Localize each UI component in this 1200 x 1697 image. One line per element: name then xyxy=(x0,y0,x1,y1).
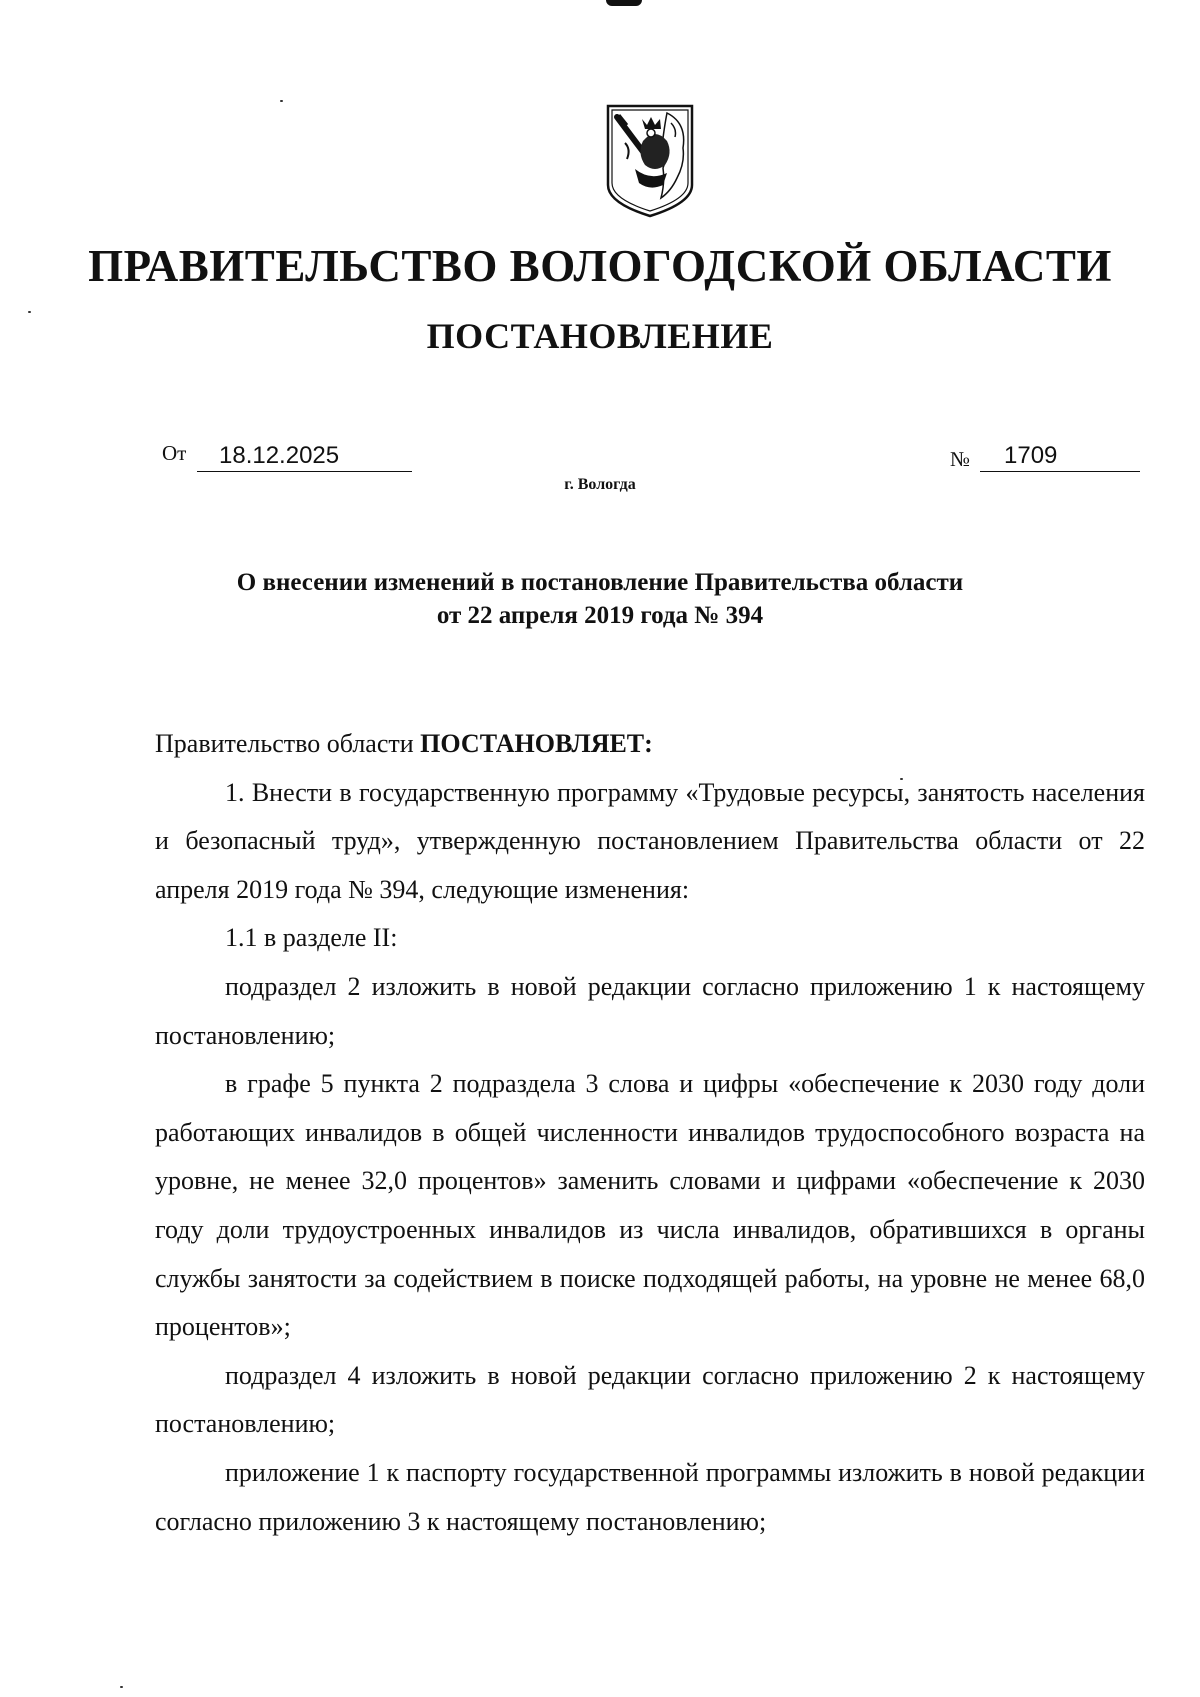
preamble-text: Правительство области xyxy=(155,729,421,758)
preamble xyxy=(155,720,1145,769)
document-body xyxy=(155,720,1145,1546)
document-date: 18.12.2025 xyxy=(197,441,412,472)
document-number: 1709 xyxy=(980,441,1140,472)
body-paragraph: в графе 5 пункта 2 подраздела 3 слова и цифры «обеспечение к 2030 году доли работающих инвалидов в общей численности инвалидов трудоспособного возраста на уровне, не менее 32,0 процентов» заменить словами и цифрами «обеспечение к 2030 году доли трудоустроенных инвалидов из числа инвалидов, обратившихся в органы службы занятости за содействием в поиске подходящей работы, на уровне не менее 68,0 процентов»; xyxy=(155,1069,1145,1342)
document-type-title: ПОСТАНОВЛЕНИЕ xyxy=(426,316,774,356)
document-subject xyxy=(0,566,1200,632)
city-name: г. Вологда xyxy=(564,476,636,493)
subject-line: О внесении изменений в постановление Правительства области xyxy=(236,569,964,596)
body-paragraph: 1.1 в разделе II: xyxy=(225,923,398,953)
scan-speck xyxy=(280,100,283,102)
scan-mark xyxy=(606,0,642,6)
body-paragraph: приложение 1 к паспорту государственной программы изложить в новой редакции согласно приложению 3 к настоящему постановлению; xyxy=(155,1457,1145,1536)
number-label: № xyxy=(950,447,971,471)
date-label: От xyxy=(162,441,187,465)
body-paragraph: подраздел 2 изложить в новой редакции согласно приложению 1 к настоящему постановлению; xyxy=(155,971,1145,1050)
body-paragraph: подраздел 4 изложить в новой редакции согласно приложению 2 к настоящему постановлению; xyxy=(155,1360,1145,1439)
preamble-verb: ПОСТАНОВЛЯЕТ: xyxy=(420,729,653,758)
body-paragraph: 1. Внести в государственную программу «Трудовые ресурсы, занятость населения и безопасный труд», утвержденную постановлением Правительства области от 22 апреля 2019 года № 394, следующие изменения: xyxy=(155,777,1145,904)
scan-speck xyxy=(120,1686,123,1688)
subject-line: от 22 апреля 2019 года № 394 xyxy=(436,602,764,629)
scan-speck xyxy=(28,311,31,313)
vologda-coat-of-arms-icon xyxy=(605,103,695,219)
government-title: ПРАВИТЕЛЬСТВО ВОЛОГОДСКОЙ ОБЛАСТИ xyxy=(88,241,1112,291)
